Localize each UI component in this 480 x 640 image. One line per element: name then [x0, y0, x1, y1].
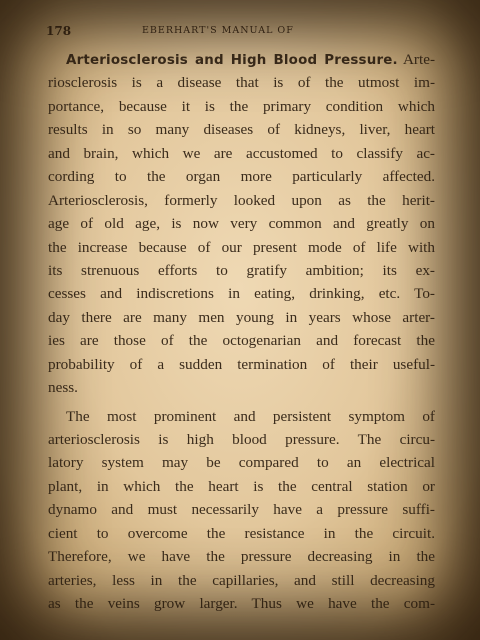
paragraph-line — [48, 48, 435, 71]
paragraph-line: ness. — [48, 379, 78, 397]
paragraph-line: ies are those of the octogenarian and forecast the — [48, 332, 435, 350]
section-headline: Arteriosclerosis and High Blood Pressure. — [66, 53, 398, 68]
paragraph-line: age of old age, is now very common and greatly on — [48, 215, 435, 233]
paragraph-arteriosclerosis — [48, 48, 435, 400]
paragraph-line: Arteriosclerosis, formerly looked upon as the herit- — [48, 191, 435, 209]
headline-line-rest: Arte- — [402, 51, 435, 68]
paragraph-line: arteries, less in the capillaries, and still decreasing — [48, 571, 435, 589]
page-header — [46, 22, 436, 42]
paragraph-line: probability of a sudden termination of their useful- — [48, 355, 435, 373]
paragraph-line: and brain, which we are accustomed to classify ac- — [48, 144, 435, 162]
paragraph-line: day there are many men young in years whose arter- — [48, 308, 435, 326]
page-body — [48, 48, 435, 616]
paragraph-line: Therefore, we have the pressure decreasing in the — [48, 548, 435, 566]
page-number: 178 — [46, 24, 72, 38]
paragraph-blood-pressure — [48, 405, 435, 616]
paragraph-line: riosclerosis is a disease that is of the utmost im- — [48, 74, 435, 92]
paragraph-line: arteriosclerosis is high blood pressure. The circu- — [48, 431, 435, 448]
paragraph-line: cesses and indiscretions in eating, drinking, etc. To- — [48, 285, 435, 303]
paragraph-line: the increase because of our present mode of life with — [48, 238, 435, 256]
paragraph-line: dynamo and must necessarily have a pressure suffi- — [48, 501, 435, 519]
paragraph-line: latory system may be compared to an electrical — [48, 454, 435, 472]
paragraph-line: results in so many diseases of kidneys, liver, heart — [48, 121, 435, 139]
paragraph-line: its strenuous efforts to gratify ambition; its ex- — [48, 261, 435, 279]
paragraph-line: The most prominent and persistent symptom of — [66, 407, 435, 425]
paragraph-line: as the veins grow larger. Thus we have the com- — [48, 595, 435, 613]
paragraph-line: cient to overcome the resistance in the circuit. — [48, 524, 435, 542]
running-head: EBERHART'S MANUAL OF — [142, 25, 294, 36]
paragraph-line: plant, in which the heart is the central station or — [48, 477, 435, 495]
paragraph-line: cording to the organ more particularly affected. — [48, 168, 435, 186]
paragraph-line: portance, because it is the primary condition which — [48, 97, 435, 115]
